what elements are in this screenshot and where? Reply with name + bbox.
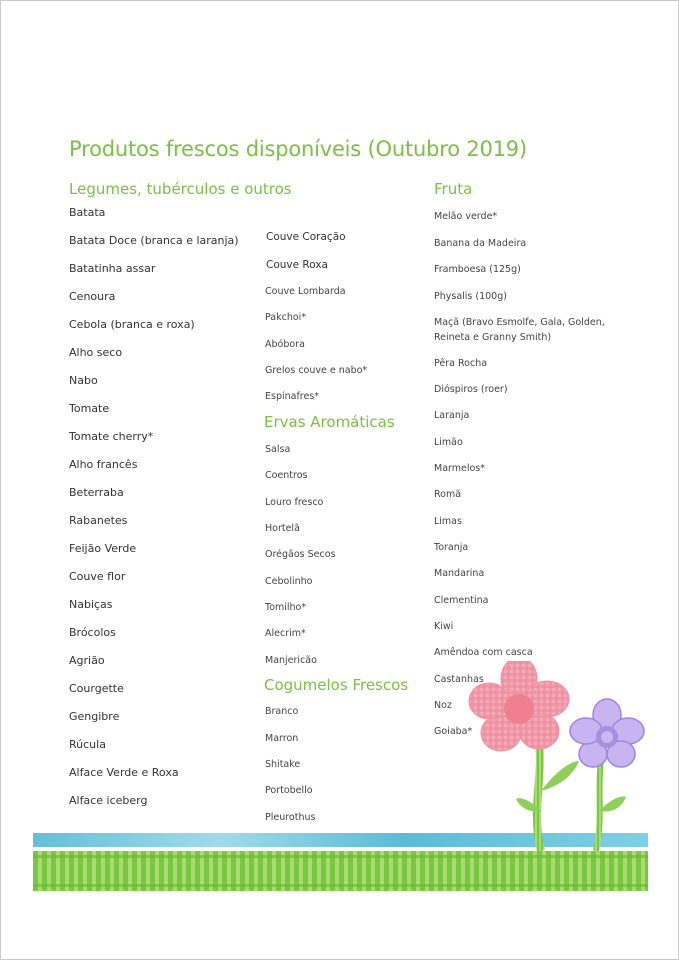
list-item: Pêra Rocha [434,358,488,369]
purple-flower [570,699,644,767]
list-item: Portobello [265,785,313,796]
list-item: Melão verde* [434,211,498,222]
list-item: Laranja [434,410,470,421]
list-item: Romã [434,489,462,500]
list-item: Tomate cherry* [69,430,154,443]
list-item: Reineta e Granny Smith) [434,332,552,343]
list-item: Maçã (Bravo Esmolfe, Gala, Golden, [434,317,605,328]
list-item: Alface iceberg [69,794,148,807]
list-item: Pleurothus [265,812,316,823]
list-item: Physalis (100g) [434,291,507,302]
list-item: Couve Lombarda [265,286,346,297]
list-item: Tomilho* [265,602,307,613]
list-item: Abóbora [265,339,305,350]
list-item: Batatinha assar [69,262,156,275]
list-item: Alho francês [69,458,138,471]
list-item: Hortelã [265,523,300,534]
list-item: Couve flor [69,570,126,583]
list-item: Grelos couve e nabo* [265,365,368,376]
list-item: Orégãos Secos [265,549,336,560]
leaf-icon [599,797,626,812]
list-item: Castanhas [434,674,484,685]
list-item: Manjericão [265,655,317,666]
pink-flower-stem [537,741,541,851]
list-item: Limão [434,437,463,448]
list-item: Banana da Madeira [434,238,527,249]
list-item: Goiaba* [434,726,473,737]
list-item: Rúcula [69,738,106,751]
list-item: Shitake [265,759,301,770]
list-item: Cenoura [69,290,116,303]
list-item: Agrião [69,654,105,667]
list-item: Kiwi [434,621,454,632]
list-item: Marmelos* [434,463,486,474]
purple-flower-stem [596,761,601,851]
list-item: Alho seco [69,346,123,359]
list-item: Nabo [69,374,98,387]
list-item: Batata Doce (branca e laranja) [69,234,239,247]
list-item: Salsa [265,444,291,455]
list-item: Pakchoi* [265,312,307,323]
list-item: Espinafres* [265,391,320,402]
list-item: Cebola (branca e roxa) [69,318,195,331]
fruta-heading: Fruta [434,180,473,198]
list-item: Cebolinho [265,576,313,587]
list-item: Couve Roxa [266,259,328,271]
list-item: Coentros [265,470,308,481]
list-item: Gengibre [69,710,120,723]
list-item: Alface Verde e Roxa [69,766,179,779]
ervas-heading: Ervas Aromáticas [264,413,395,431]
list-item: Nabiças [69,598,113,611]
list-item: Batata [69,206,106,219]
flowers-illustration [461,661,661,861]
list-item: Louro fresco [265,497,324,508]
list-item: Marron [265,733,299,744]
list-item: Framboesa (125g) [434,264,521,275]
list-item: Beterraba [69,486,124,499]
list-item: Couve Coração [266,231,346,243]
list-item: Clementina [434,595,489,606]
list-item: Toranja [434,542,469,553]
list-item: Rabanetes [69,514,128,527]
page-title: Produtos frescos disponíveis (Outubro 2019) [69,137,527,161]
list-item: Dióspiros (roer) [434,384,508,395]
list-item: Branco [265,706,299,717]
list-item: Brócolos [69,626,116,639]
list-item: Alecrim* [265,628,306,639]
list-item: Courgette [69,682,124,695]
list-item: Feijão Verde [69,542,137,555]
legumes-heading: Legumes, tubérculos e outros [69,180,292,198]
pink-flower [469,661,569,751]
list-item: Amêndoa com casca [434,647,533,658]
list-item: Limas [434,516,462,527]
cogumelos-heading: Cogumelos Frescos [264,676,409,694]
list-item: Noz [434,700,452,711]
list-item: Tomate [69,402,110,415]
list-item: Mandarina [434,568,485,579]
leaf-icon [541,761,579,791]
